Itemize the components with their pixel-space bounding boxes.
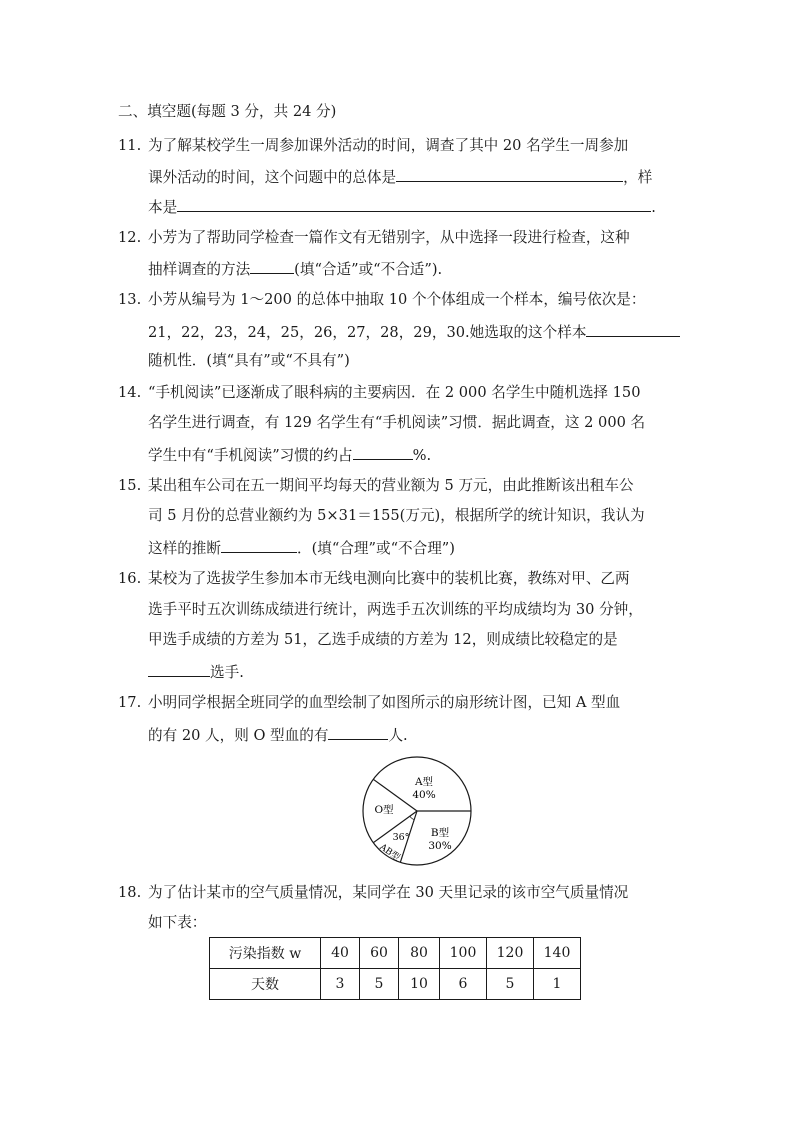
q15-line2: 司 5 月份的总营业额约为 5×31＝155(万元)，根据所学的统计知识，我认为 <box>148 507 645 524</box>
q16-line1: 某校为了选拔学生参加本市无线电测向比赛中的装机比赛，教练对甲、乙两 <box>148 570 630 587</box>
q11-line2-text: 课外活动的时间，这个问题中的总体是 <box>148 169 397 186</box>
table-row <box>210 938 581 969</box>
q11-line3-text: 本是 <box>148 199 178 216</box>
q17-line1: 小明同学根据全班同学的血型绘制了如图所示的扇形统计图，已知 A 型血 <box>148 694 621 711</box>
table-cell: 5 <box>487 969 534 1000</box>
q17-answer-blank[interactable] <box>328 724 388 740</box>
q13-line2-text: 21，22，23，24，25，26，27，28，29，30.她选取的这个样本 <box>148 324 587 341</box>
q16-line4-tail: 选手. <box>210 664 244 681</box>
table-cell: 120 <box>487 938 534 969</box>
q14-line3-tail: %. <box>412 447 432 464</box>
q11-population-blank[interactable] <box>396 166 623 182</box>
q12-line2-tail: (填“合适”或“不合适”). <box>294 261 443 278</box>
q17-number: 17. <box>118 694 142 711</box>
q13-answer-blank[interactable] <box>586 321 680 337</box>
q11-line2-tail: ，样 <box>623 169 653 186</box>
slice-label-ab: AB型 <box>377 842 402 864</box>
slice-value-b: 30% <box>428 840 452 852</box>
section-title: 二、填空题(每题 3 分，共 24 分) <box>118 103 337 120</box>
table-header-index <box>210 938 321 969</box>
table-cell: 40 <box>321 938 360 969</box>
q15-line3 <box>148 537 455 559</box>
ab-angle-arc <box>410 816 414 819</box>
table-row <box>210 969 581 1000</box>
q16-line3: 甲选手成绩的方差为 51，乙选手成绩的方差为 12，则成绩比较稳定的是 <box>148 631 618 648</box>
q18-number: 18. <box>118 884 142 901</box>
q14-line1: “手机阅读”已逐渐成了眼科病的主要病因．在 2 000 名学生中随机选择 150 <box>148 384 641 401</box>
q15-line1: 某出租车公司在五一期间平均每天的营业额为 5 万元，由此推断该出租车公 <box>148 477 634 494</box>
q11-line1: 为了解某校学生一周参加课外活动的时间，调查了其中 20 名学生一周参加 <box>148 137 629 154</box>
q15-line3-text: 这样的推断 <box>148 540 221 557</box>
table-cell: 3 <box>321 969 360 1000</box>
q17-line2 <box>148 724 408 746</box>
q12-answer-blank[interactable] <box>250 258 294 274</box>
q14-number: 14. <box>118 384 142 401</box>
q11-number: 11. <box>118 137 142 154</box>
q18-line2: 如下表： <box>148 914 207 931</box>
table-cell: 5 <box>360 969 399 1000</box>
q15-number: 15. <box>118 477 142 494</box>
q16-line2: 选手平时五次训练成绩进行统计，两选手五次训练的平均成绩均为 30 分钟， <box>148 601 643 618</box>
q11-line3 <box>148 196 656 218</box>
table-cell: 1 <box>534 969 581 1000</box>
q14-line2: 名学生进行调查，有 129 名学生有“手机阅读”习惯．据此调查，这 2 000 名 <box>148 414 646 431</box>
q14-line3 <box>148 444 431 466</box>
pie-svg <box>360 755 480 867</box>
table-header-index-text: 污染指数 w <box>228 946 302 962</box>
q13-number: 13. <box>118 291 142 308</box>
q13-line2 <box>148 321 680 343</box>
blood-type-pie-chart <box>360 755 480 871</box>
q18-line1: 为了估计某市的空气质量情况，某同学在 30 天里记录的该市空气质量情况 <box>148 884 629 901</box>
q11-line3-tail: . <box>651 199 656 216</box>
slice-value-a: 40% <box>412 789 436 801</box>
q16-line4 <box>148 661 244 683</box>
table-cell: 80 <box>399 938 440 969</box>
slice-value-ab: 36° <box>392 832 410 843</box>
table-cell: 100 <box>440 938 487 969</box>
q16-answer-blank[interactable] <box>148 661 210 677</box>
q15-line3-tail: ．(填“合理”或“不合理”) <box>296 540 455 557</box>
table-cell: 10 <box>399 969 440 1000</box>
q12-line2-text: 抽样调查的方法 <box>148 261 251 278</box>
q12-line2 <box>148 258 442 280</box>
q15-answer-blank[interactable] <box>221 537 297 553</box>
q12-number: 12. <box>118 229 142 246</box>
slice-label-a: A型 <box>414 776 434 788</box>
q13-line3: 随机性．(填“具有”或“不具有”) <box>148 352 350 369</box>
q17-line2-tail: 人. <box>388 727 408 744</box>
q14-answer-blank[interactable] <box>353 444 413 460</box>
table-cell: 60 <box>360 938 399 969</box>
q11-sample-blank[interactable] <box>177 196 651 212</box>
q14-line3-text: 学生中有“手机阅读”习惯的约占 <box>148 447 353 464</box>
q11-line2 <box>148 166 652 188</box>
table-header-days: 天数 <box>210 969 321 1000</box>
slice-label-o: O型 <box>374 804 394 816</box>
q13-line1: 小芳从编号为 1～200 的总体中抽取 10 个个体组成一个样本，编号依次是： <box>148 291 646 308</box>
q12-line1: 小芳为了帮助同学检查一篇作文有无错别字，从中选择一段进行检查，这种 <box>148 229 630 246</box>
q16-number: 16. <box>118 570 142 587</box>
air-quality-table <box>209 937 581 1000</box>
table-cell: 6 <box>440 969 487 1000</box>
table-cell: 140 <box>534 938 581 969</box>
q17-line2-text: 的有 20 人，则 O 型血的有 <box>148 727 329 744</box>
slice-label-b: B型 <box>430 827 450 839</box>
